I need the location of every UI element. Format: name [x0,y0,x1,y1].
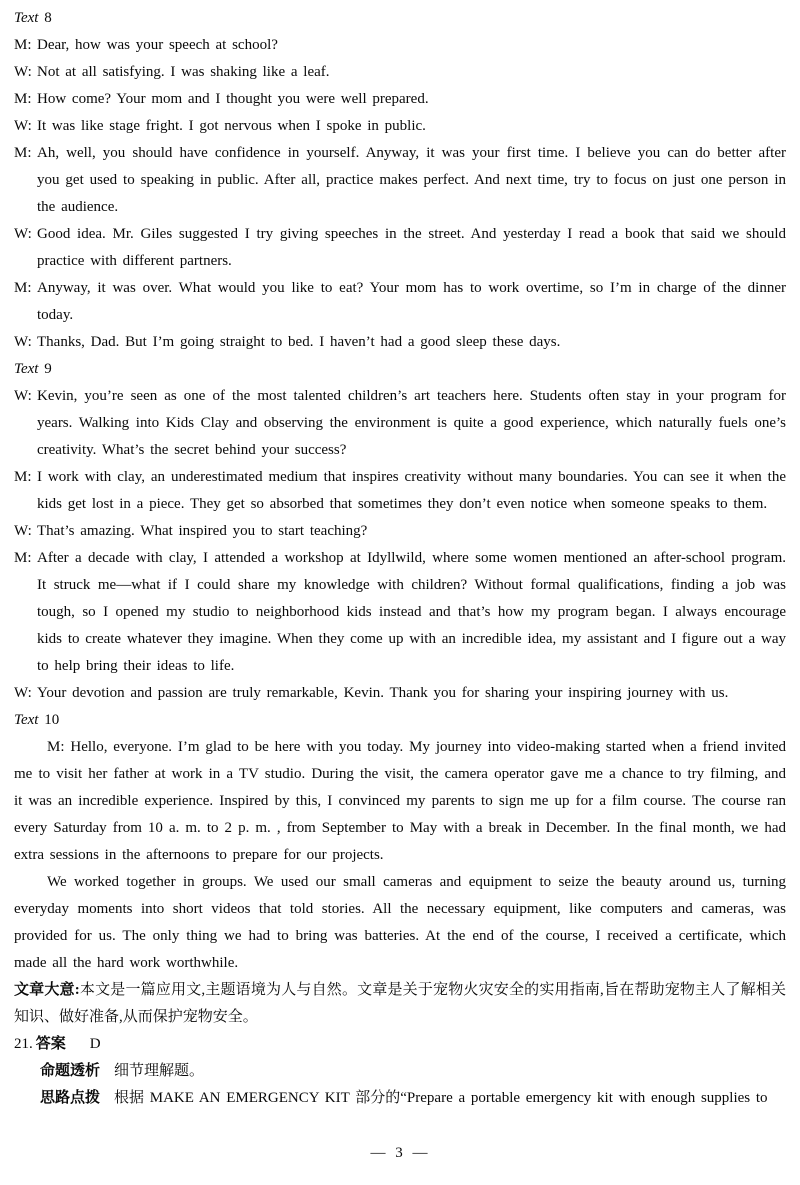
dialogue-text: Dear, how was your speech at school? [37,37,278,53]
dialogue-line [14,680,786,707]
dialogue-line [14,518,786,545]
analysis-label: 思路点拨 [40,1090,101,1106]
dialogue-line [14,86,786,113]
dialogue-line [14,383,786,464]
answer-line [14,1031,786,1058]
summary-label: 文章大意: [14,982,80,998]
dialogue-line [14,545,786,680]
dialogue-text: Thanks, Dad. But I’m going straight to bed. I haven’t had a good sleep these days. [37,334,561,350]
speaker-label: M: [14,280,32,296]
passage-summary [14,977,786,1031]
text-heading-word: Text [14,712,39,728]
answer-label: 答案 [35,1036,66,1052]
speaker-label: W: [14,64,32,80]
answer-value: D [89,1036,101,1052]
analysis-label: 命题透析 [40,1063,101,1079]
speaker-label: W: [14,523,32,539]
dialogue-line [14,221,786,275]
speaker-label: W: [14,118,32,134]
dialogue-text: It was like stage fright. I got nervous when I spoke in public. [37,118,426,134]
dialogue-text: I work with clay, an underestimated medium that inspires creativity without many boundaries. You can see it when the kids get lost in a piece. They get so absorbed that sometimes they don’t even notice when someone speaks to them. [37,469,786,512]
speaker-label: M: [14,145,32,161]
analysis-line [14,1085,786,1112]
speaker-label: W: [14,226,32,242]
dialogue-text: Anyway, it was over. What would you like to eat? Your mom has to work overtime, so I’m in charge of the dinner today. [37,280,786,323]
monologue-paragraph: M: Hello, everyone. I’m glad to be here with you today. My journey into video-making started when a friend invited me to visit her father at work in a TV studio. During the visit, the camera operator gave me a chance to try filming, and it was an incredible experience. Inspired by this, I convinced my parents to sign me up for a film course. The course ran every Saturday from 10 a. m. to 2 p. m. , from September to May with a break in December. In the final month, we had extra sessions in the afternoons to prepare for our projects. [14,739,786,863]
dialogue-text: Kevin, you’re seen as one of the most talented children’s art teachers here. Students often stay in your program for years. Walking into Kids Clay and observing the environment is quite a good experience, which naturally fuels one’s creativity. What’s the secret behind your success? [37,388,786,458]
dialogue-line [14,113,786,140]
page-number: — 3 — [370,1145,430,1161]
dialogue-line [14,32,786,59]
text-9-heading [14,356,786,383]
question-number: 21. [14,1036,33,1052]
text-heading-word: Text [14,361,39,377]
dialogue-text: That’s amazing. What inspired you to start teaching? [37,523,368,539]
dialogue-text: After a decade with clay, I attended a workshop at Idyllwild, where some women mentioned an after-school program. It struck me—what if I could share my knowledge with children? Without formal qualifications, finding a job was tough, so I opened my studio to neighborhood kids instead and that’s how my program began. I always encourage kids to create whatever they imagine. When they come up with an incredible idea, my assistant and I figure out a way to help bring their ideas to life. [37,550,786,674]
speaker-label: W: [14,334,32,350]
text-heading-number: 10 [44,712,60,728]
monologue-paragraph: We worked together in groups. We used our small cameras and equipment to seize the beauty around us, turning everyday moments into short videos that told stories. All the necessary equipment, like computers and cameras, was provided for us. The only thing we had to bring was batteries. At the end of the course, I received a certificate, which made all the hard work worthwhile. [14,874,786,971]
dialogue-text: Not at all satisfying. I was shaking like a leaf. [37,64,330,80]
dialogue-line [14,329,786,356]
dialogue-line [14,275,786,329]
analysis-text: 根据 MAKE AN EMERGENCY KIT 部分的“Prepare a portable emergency kit with enough supplies to [114,1090,768,1106]
analysis-text: 细节理解题。 [114,1063,205,1079]
text-10-heading [14,707,786,734]
speaker-label: W: [14,685,32,701]
dialogue-text: Ah, well, you should have confidence in yourself. Anyway, it was your first time. I believe you can do better after you get used to speaking in public. After all, practice makes perfect. And next time, try to focus on just one person in the audience. [37,145,786,215]
speaker-label: M: [14,37,32,53]
dialogue-line [14,464,786,518]
dialogue-text: How come? Your mom and I thought you were well prepared. [37,91,429,107]
dialogue-line [14,140,786,221]
speaker-label: M: [14,469,32,485]
speaker-label: W: [14,388,32,404]
speaker-label: M: [14,550,32,566]
dialogue-line [14,59,786,86]
text-heading-number: 9 [44,361,52,377]
analysis-line [14,1058,786,1085]
summary-text: 本文是一篇应用文,主题语境为人与自然。文章是关于宠物火灾安全的实用指南,旨在帮助宠物主人了解相关知识、做好准备,从而保护宠物安全。 [14,982,786,1025]
text-heading-word: Text [14,10,39,26]
text-heading-number: 8 [44,10,52,26]
dialogue-text: Good idea. Mr. Giles suggested I try giving speeches in the street. And yesterday I read a book that said we should practice with different partners. [37,226,786,269]
dialogue-text: Your devotion and passion are truly remarkable, Kevin. Thank you for sharing your inspiring journey with us. [37,685,729,701]
text-8-heading [14,5,786,32]
speaker-label: M: [14,91,32,107]
